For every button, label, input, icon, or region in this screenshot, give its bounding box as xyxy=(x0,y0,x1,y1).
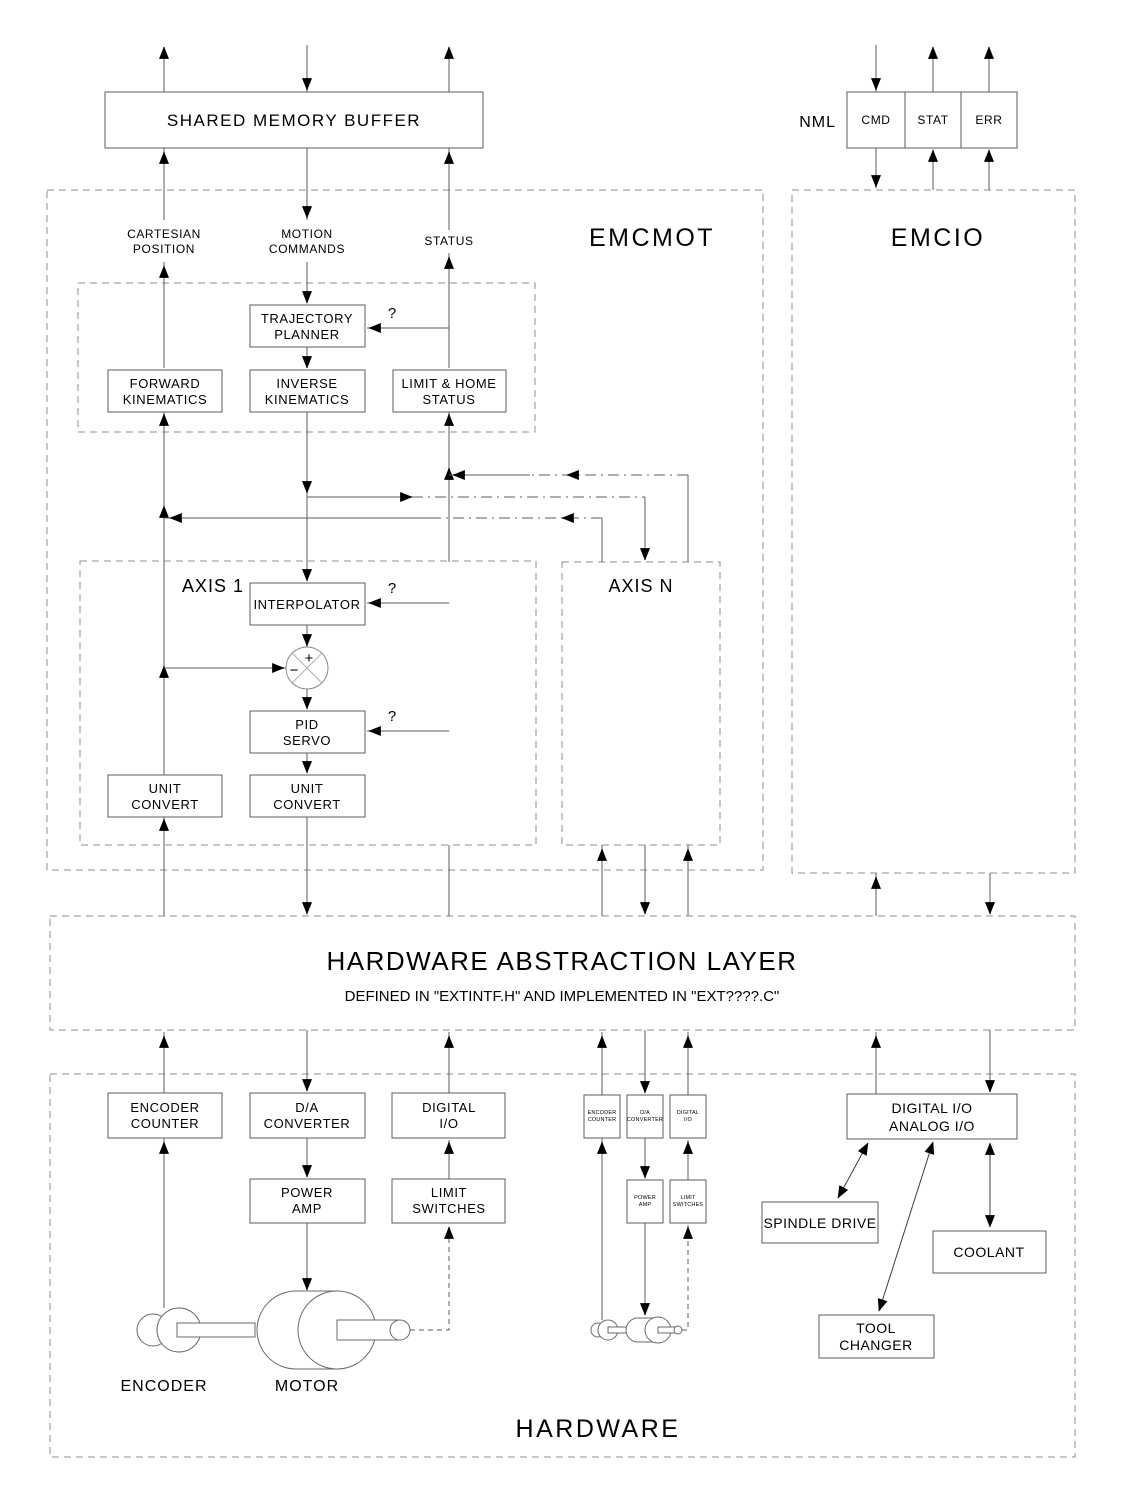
digital-io-label-line2: I/O xyxy=(439,1116,459,1131)
inverse-kinematics-label-line2: KINEMATICS xyxy=(264,392,350,407)
tool-changer-label-line2: CHANGER xyxy=(839,1337,913,1353)
motion-commands-label-line2: COMMANDS xyxy=(268,242,346,256)
nml-label: NML xyxy=(799,114,836,131)
inverse-kinematics-label-line1: INVERSE xyxy=(276,376,338,391)
nml-err-label: ERR xyxy=(975,113,1003,127)
summing-minus-sign: − xyxy=(289,662,299,679)
da-converter-label-line2: CONVERTER xyxy=(263,1116,351,1131)
emcio-title: EMCIO xyxy=(890,224,986,252)
hal-title: HARDWARE ABSTRACTION LAYER xyxy=(326,946,798,976)
shared-memory-buffer xyxy=(105,92,483,148)
axisn-da-converter-label-line2: CONVERTER xyxy=(626,1117,664,1123)
unit-convert-output-label-line1: UNIT xyxy=(290,781,324,796)
encoder-counter-label-line1: ENCODER xyxy=(130,1100,200,1115)
axisn-da-converter-label-line1: D/A xyxy=(640,1110,650,1116)
digital-analog-io-label-line1: DIGITAL I/O xyxy=(891,1100,973,1116)
interpolator-label: INTERPOLATOR xyxy=(253,597,361,612)
cartesian-position-label-line2: POSITION xyxy=(132,242,196,256)
pid-servo-label-line2: SERVO xyxy=(282,733,332,748)
encoder-counter-label-line2: COUNTER xyxy=(130,1116,200,1131)
limit-home-status-label-line2: STATUS xyxy=(422,392,476,407)
spindle-drive-label: SPINDLE DRIVE xyxy=(763,1215,877,1231)
axisn-title: AXIS N xyxy=(608,576,674,596)
pid-servo-label-line1: PID xyxy=(295,717,319,732)
axisn-encoder-counter-label-line1: ENCODER xyxy=(587,1110,617,1116)
da-converter-label-line1: D/A xyxy=(295,1100,319,1115)
emcmot-title: EMCMOT xyxy=(588,224,716,252)
limit-switches-label-line1: LIMIT xyxy=(430,1185,468,1200)
motor-label: MOTOR xyxy=(274,1378,340,1395)
status-label: STATUS xyxy=(424,234,474,248)
axisn-digital-io-label-line2: I/O xyxy=(684,1117,692,1123)
summing-junction xyxy=(286,647,328,689)
axisn-digital-io-label-line1: DIGITAL xyxy=(676,1110,700,1116)
motion-commands-label-line1: MOTION xyxy=(281,227,333,241)
encoder-label: ENCODER xyxy=(120,1378,208,1395)
hardware-title: HARDWARE xyxy=(515,1415,681,1443)
unit-convert-feedback-label-line2: CONVERT xyxy=(131,797,199,812)
hal-subtitle: DEFINED IN "EXTINTF.H" AND IMPLEMENTED IN "EXT????.C" xyxy=(344,988,780,1005)
axisn-encoder-counter-label-line2: COUNTER xyxy=(587,1117,617,1123)
axisn-limit-switches-label-line2: SWITCHES xyxy=(672,1202,704,1208)
trajectory-question-mark: ? xyxy=(387,305,397,322)
axisn-power-amp-label-line2: AMP xyxy=(638,1202,652,1208)
coolant-label: COOLANT xyxy=(953,1244,1025,1260)
forward-kinematics-label-line2: KINEMATICS xyxy=(122,392,208,407)
hal-section xyxy=(327,946,798,1005)
power-amp-label-line2: AMP xyxy=(292,1201,322,1216)
cartesian-position-label-line1: CARTESIAN xyxy=(127,227,201,241)
limit-home-status-label-line1: LIMIT & HOME xyxy=(401,376,497,391)
hardware-axisn-column xyxy=(584,1095,706,1343)
tool-changer-label-line1: TOOL xyxy=(856,1320,896,1336)
axisn-limit-switches-label-line1: LIMIT xyxy=(680,1195,696,1201)
forward-kinematics-label-line1: FORWARD xyxy=(129,376,201,391)
unit-convert-output-label-line2: CONVERT xyxy=(273,797,341,812)
limit-switches-label-line2: SWITCHES xyxy=(412,1201,486,1216)
nml-stat-label: STAT xyxy=(917,113,949,127)
power-amp-label-line1: POWER xyxy=(280,1185,334,1200)
nml-cmd-label: CMD xyxy=(861,113,891,127)
digital-analog-io-label-line2: ANALOG I/O xyxy=(889,1118,975,1134)
unit-convert-feedback-label-line1: UNIT xyxy=(148,781,182,796)
pid-question-mark: ? xyxy=(387,708,397,725)
trajectory-planner-label-line2: PLANNER xyxy=(274,327,340,342)
axis1-title: AXIS 1 xyxy=(181,576,245,596)
interpolator-question-mark: ? xyxy=(387,580,397,597)
trajectory-planner-label-line1: TRAJECTORY xyxy=(260,311,354,326)
axisn-power-amp-label-line1: POWER xyxy=(634,1195,656,1201)
summing-plus-sign: + xyxy=(304,650,314,667)
shared-memory-buffer-label: SHARED MEMORY BUFFER xyxy=(166,111,422,130)
digital-io-label-line1: DIGITAL xyxy=(422,1100,476,1115)
